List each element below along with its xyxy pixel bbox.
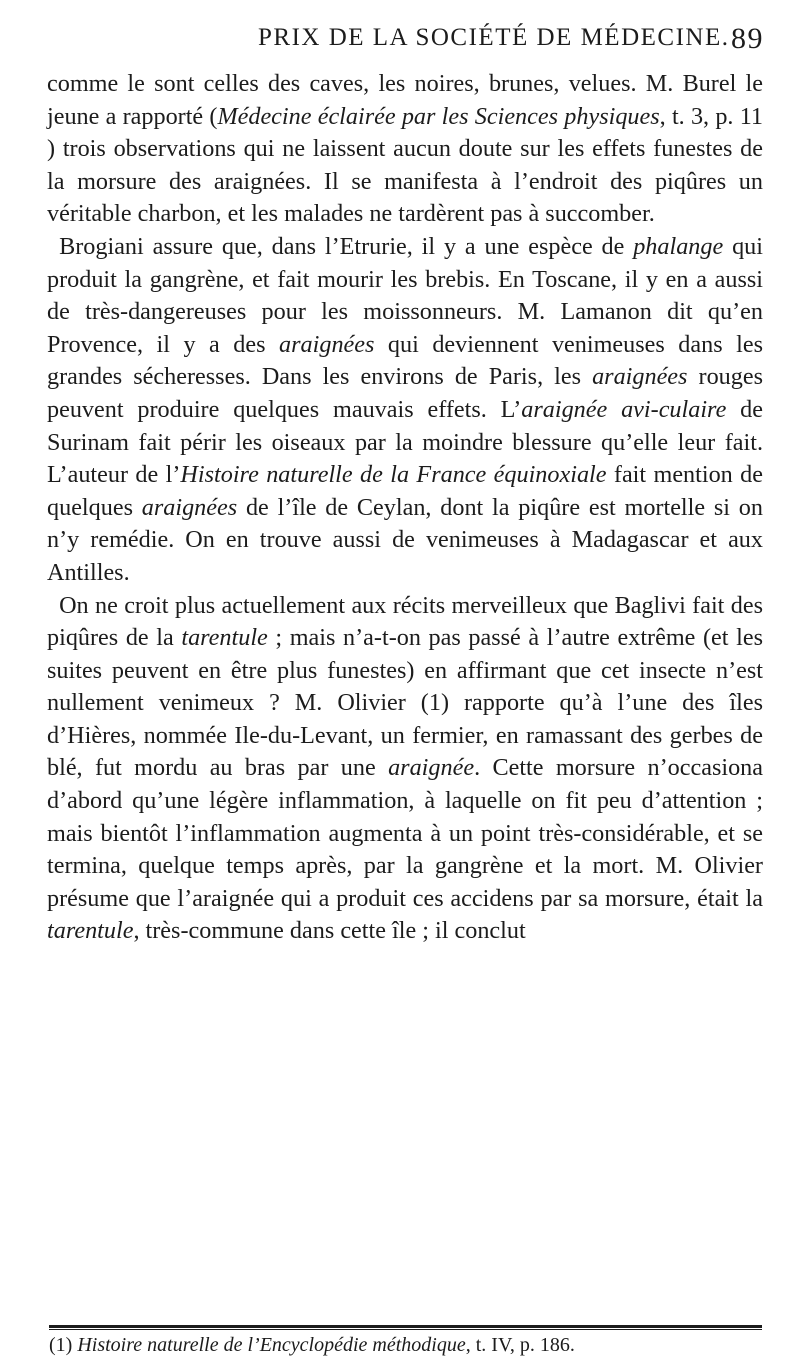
italic-run: tarentule [47,917,134,945]
text-run: Brogiani assure que, dans l’Etrurie, il y a une espèce de [59,232,634,260]
italic-run: araignée avi-culaire [521,395,727,423]
italic-run: Histoire naturelle de l’Encyclopédie méthodique [77,1334,466,1356]
body-text [47,68,763,948]
text-run: , t. IV, p. 186. [465,1334,575,1356]
italic-run: Histoire naturelle de la France équinoxiale [180,461,607,489]
text-run: rouges peuvent produire quelques mauvais effets. L’ [47,363,763,423]
text-run: (1) [49,1334,78,1356]
paragraph-3 [47,590,763,949]
text-run: de Surinam fait périr les oiseaux par la moindre blessure qu’elle leur fait. L’auteur de l’ [47,395,763,489]
italic-run: araignées [592,363,688,391]
paragraph-2 [47,231,763,590]
text-run: . Cette morsure n’occasiona d’abord qu’une légère inflammation, à laquelle on fit peu d’attention ; mais bientôt l’inflammation augmenta à un point très-considérable, et se termina, quelque temps après, par la gangrène et la mort. M. Olivier présume que l’araignée qui a produit ces accidens par sa morsure, était la [47,754,763,912]
italic-run: phalange [633,232,724,260]
italic-run: araignées [279,330,375,358]
text-run: On ne croit plus actuellement aux récits merveilleux que Baglivi fait des piqûres de la [47,591,763,652]
running-title: PRIX DE LA SOCIÉTÉ DE MÉDECINE. [258,24,730,51]
page-number: 89 [731,22,764,55]
text-run: de l’île de Ceylan, dont la piqûre est mortelle si on n’y remédie. On en trouve aussi de venimeuses à Madagascar et aux Antilles. [47,493,763,586]
text-run: qui deviennent venimeuses dans les grandes sécheresses. Dans les environs de Paris, les [47,330,763,391]
text-run: qui produit la gangrène, et fait mourir les brebis. En Toscane, il y en a aussi de très-dangereuses pour les moissonneurs. M. Lamanon dit qu’en Provence, il y a des [47,232,763,358]
footnote-rule [49,1325,762,1328]
italic-run: araignée [388,754,475,782]
text-run: fait mention de quelques [47,461,763,521]
italic-run: araignées [141,493,238,521]
text-run: comme le sont celles des caves, les noires, brunes, velues. M. Burel le jeune a rapporté ( [47,70,763,130]
text-run: ; mais n’a-t-on pas passé à l’autre extrême (et les suites peuvent en être plus funestes) en affirmant que cet insecte n’est nullement venimeux ? M. Olivier (1) rapporte qu’à l’une des îles d’Hières, nommée Ile-du-Levant, un fermier, en ramassant des gerbes de blé, fut mordu au bras par une [47,624,763,782]
footnote-rule-thin [49,1329,762,1330]
paragraph-1 [47,68,763,231]
italic-run: Médecine éclairée par les Sciences physiques [217,102,660,130]
text-run: , t. 3, p. 11 ) trois observations qui ne laissent aucun doute sur les effets funestes de la morsure des araignées. Il se manifesta à l’endroit des piqûres un véritable charbon, et les malades ne tardèrent pas à succomber. [47,102,763,228]
text-run: , très-commune dans cette île ; il conclut [133,917,526,945]
italic-run: tarentule [181,624,268,652]
footnote [49,1334,765,1357]
running-header [258,24,764,56]
